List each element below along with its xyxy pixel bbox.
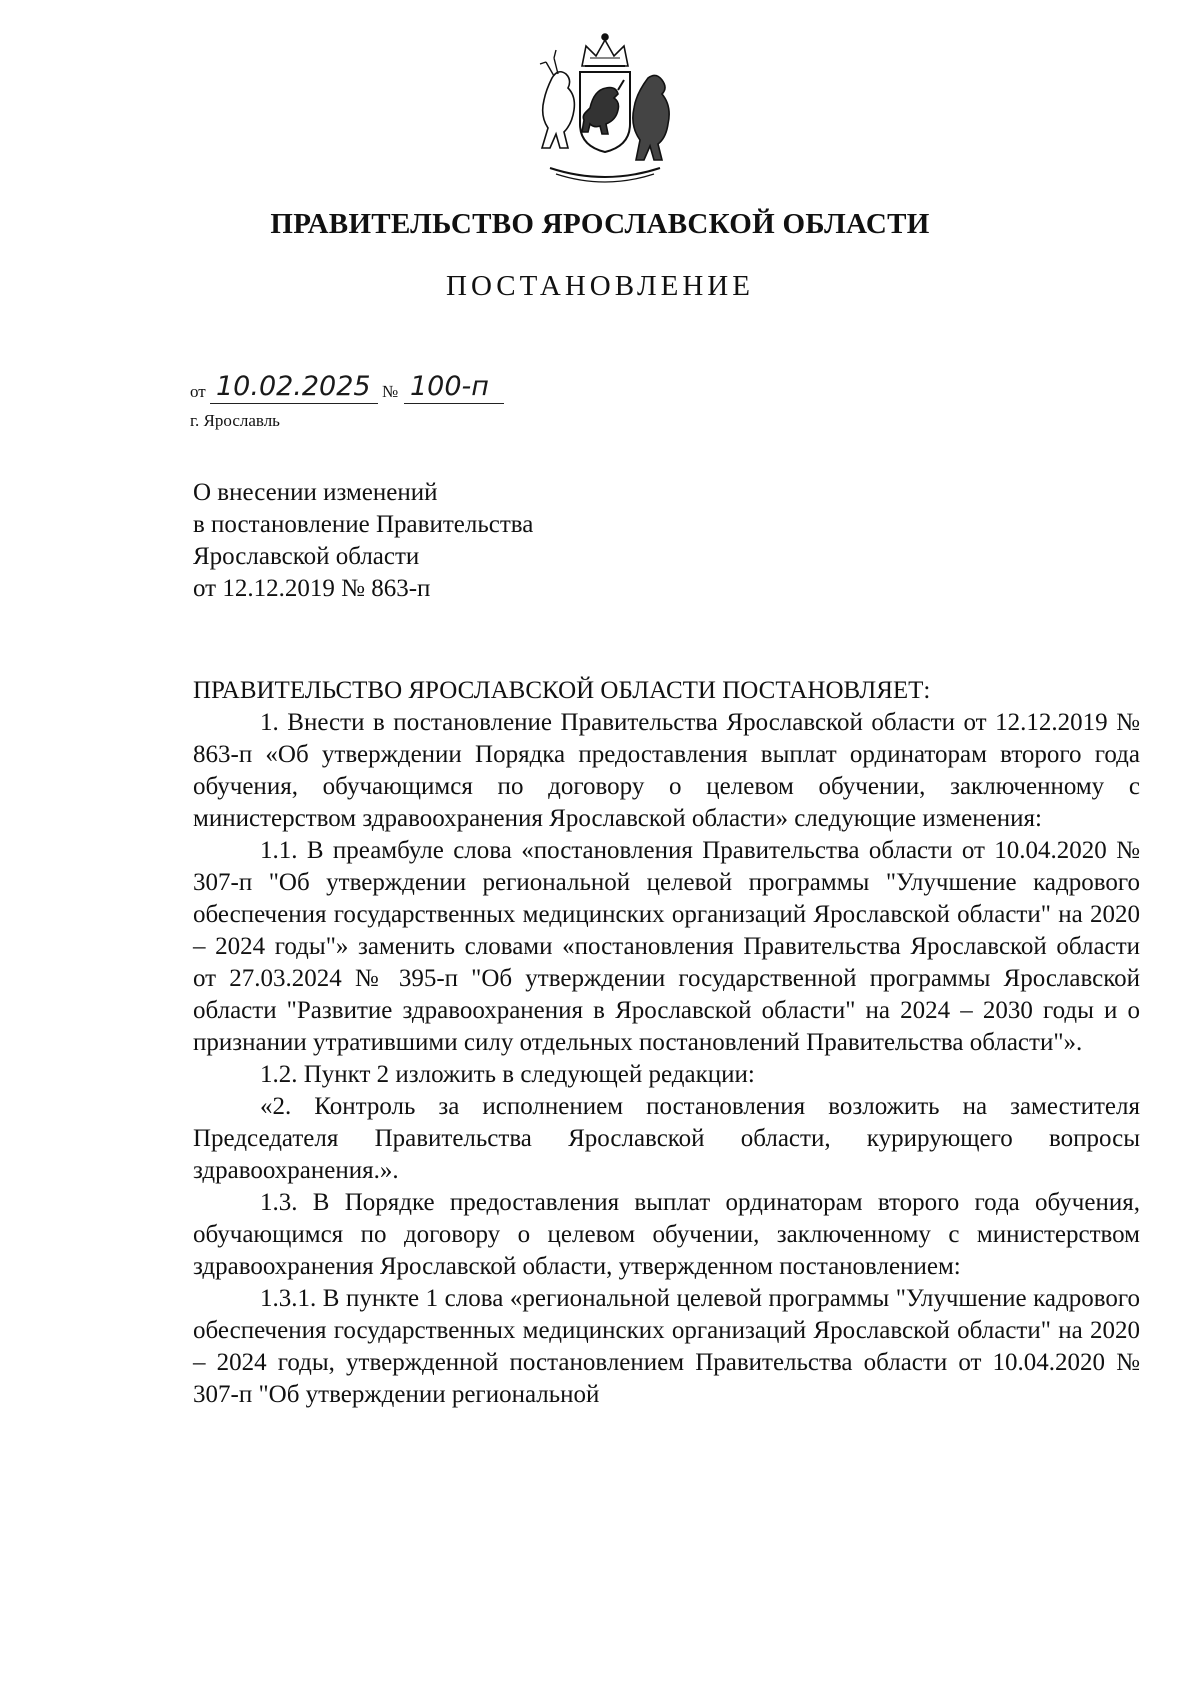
subject-line: Ярославской области xyxy=(193,543,420,570)
number-underline xyxy=(404,403,504,404)
coat-of-arms-icon xyxy=(530,28,680,188)
paragraph: 1.3. В Порядке предоставления выплат ординаторам второго года обучения, обучающимся по договору о целевом обучении, заключенному с министерством здравоохранения Ярославской области, утвержденном постановлением: xyxy=(193,1189,1140,1280)
subject-line: в постановление Правительства xyxy=(193,511,534,538)
government-title: ПРАВИТЕЛЬСТВО ЯРОСЛАВСКОЙ ОБЛАСТИ xyxy=(270,208,930,240)
date-prefix: от xyxy=(190,382,206,401)
paragraph: 1.2. Пункт 2 изложить в следующей редакции: xyxy=(260,1061,755,1088)
handwritten-number: 100-п xyxy=(410,371,489,402)
paragraph: «2. Контроль за исполнением постановления возложить на заместителя Председателя Правительства Ярославской области, курирующего вопросы здравоохранения.». xyxy=(193,1093,1140,1184)
document-type: ПОСТАНОВЛЕНИЕ xyxy=(446,270,754,302)
document-subject xyxy=(193,477,533,605)
city: г. Ярославль xyxy=(190,411,280,430)
document-body xyxy=(193,675,1140,1411)
number-prefix: № xyxy=(382,382,399,401)
date-number-line xyxy=(190,362,550,408)
subject-line: О внесении изменений xyxy=(193,479,438,506)
date-underline xyxy=(210,403,378,404)
handwritten-date: 10.02.2025 xyxy=(216,371,371,402)
paragraph: 1. Внести в постановление Правительства Ярославской области от 12.12.2019 № 863-п «Об утверждении Порядка предоставления выплат ординаторам второго года обучения, обучающимся по договору о целевом обучении, заключенному с министерством здравоохранения Ярославской области» следующие изменения: xyxy=(193,709,1140,832)
paragraph: 1.3.1. В пункте 1 слова «региональной целевой программы "Улучшение кадрового обеспечения государственных медицинских организаций Ярославской области" на 2020 – 2024 годы, утвержденной постановлением Правительства области от 10.04.2020 № 307-п "Об утверждении региональной xyxy=(193,1285,1140,1408)
paragraph: 1.1. В преамбуле слова «постановления Правительства области от 10.04.2020 № 307-п "Об утверждении региональной целевой программы "Улучшение кадрового обеспечения государственных медицинских организаций Ярославской области" на 2020 – 2024 годы"» заменить словами «постановления Правительства Ярославской области от 27.03.2024 № 395-п "Об утверждении государственной программы Ярославской области "Развитие здравоохранения в Ярославской области" на 2024 – 2030 годы и о признании утратившими силу отдельных постановлений Правительства области"». xyxy=(193,837,1140,1056)
subject-line: от 12.12.2019 № 863-п xyxy=(193,575,431,602)
resolution-lead: ПРАВИТЕЛЬСТВО ЯРОСЛАВСКОЙ ОБЛАСТИ ПОСТАНОВЛЯЕТ: xyxy=(193,677,931,704)
